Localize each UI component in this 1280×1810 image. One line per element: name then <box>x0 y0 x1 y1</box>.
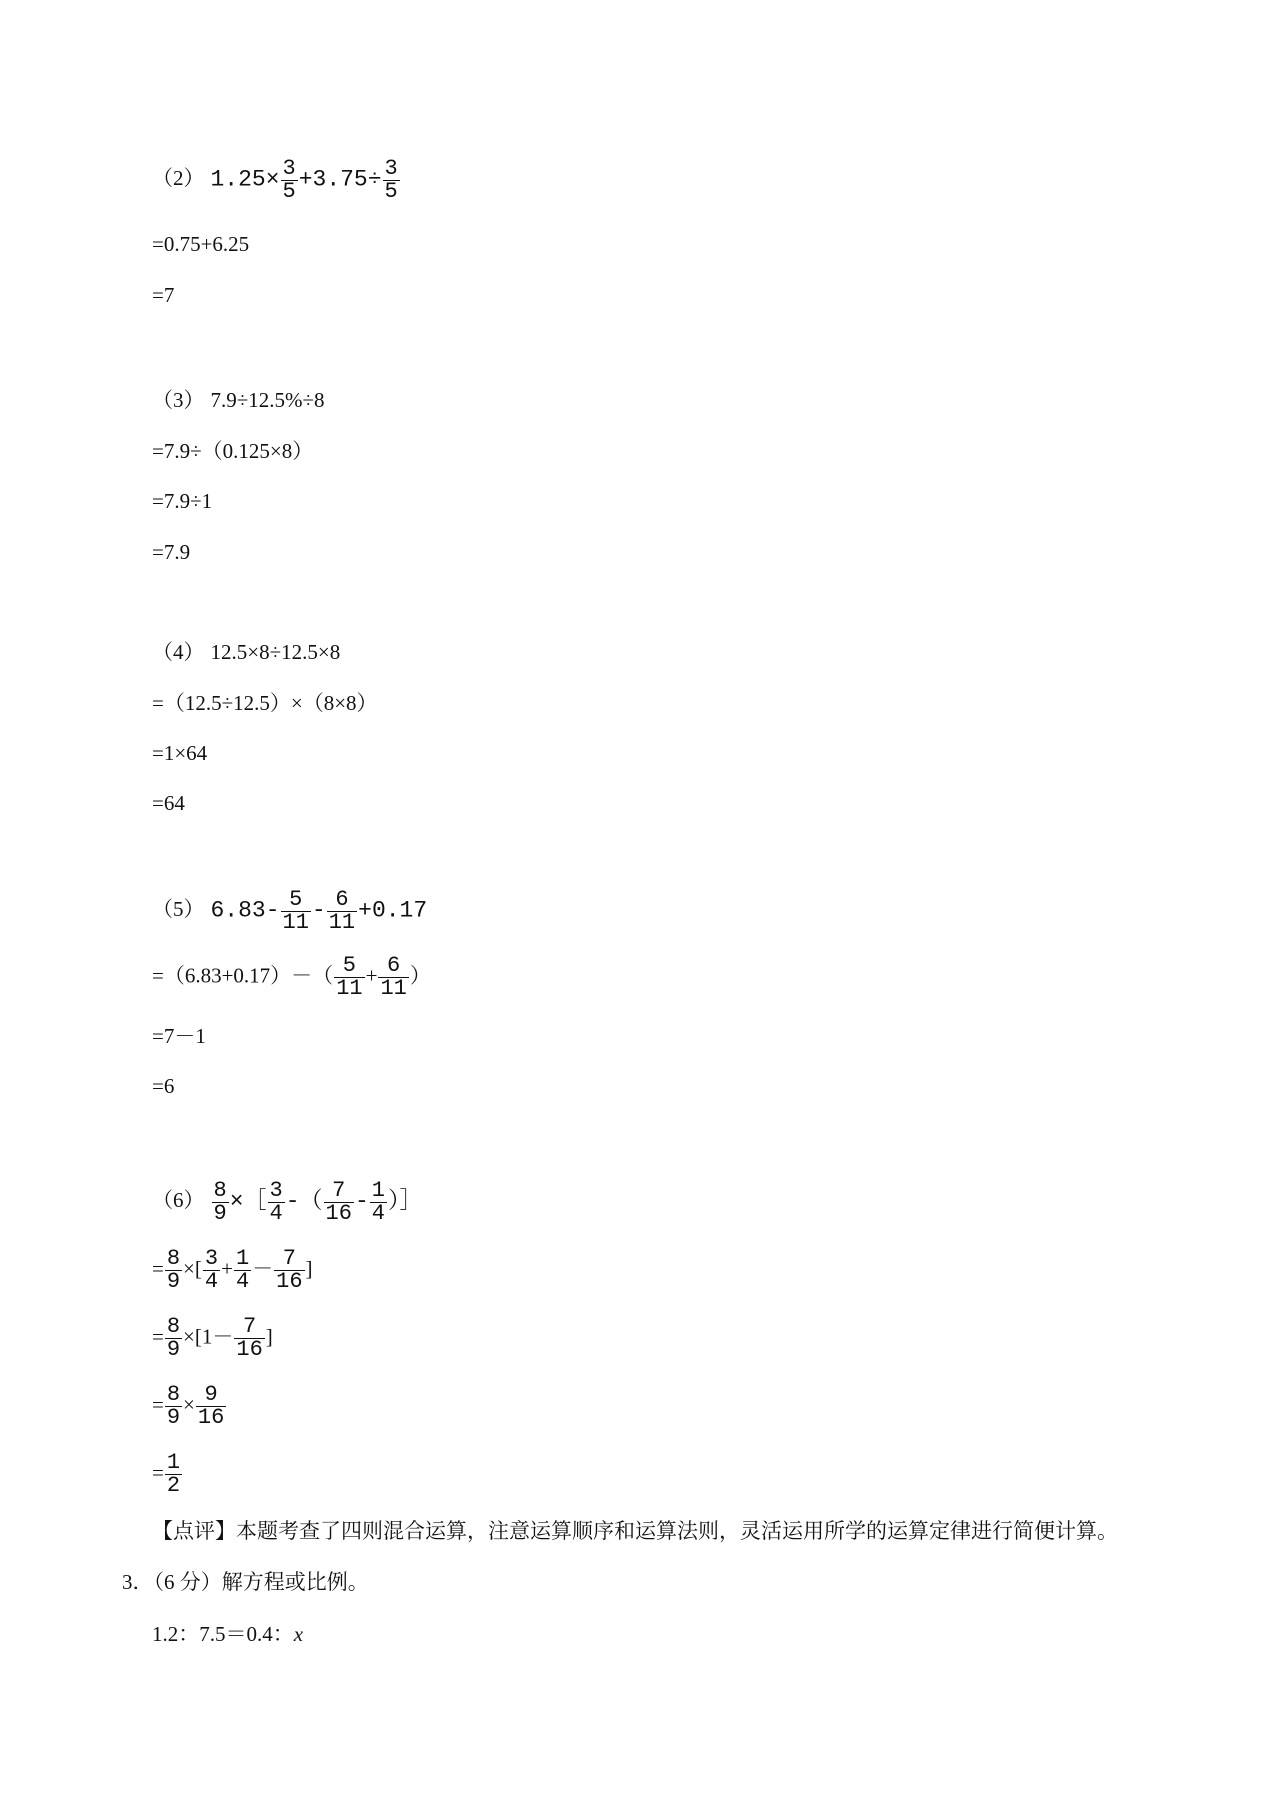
step-line: =7.9÷（0.125×8） <box>152 439 314 463</box>
step-line: =7.9 <box>152 540 191 564</box>
fraction: $\frac{7}{16}$ <box>325 1178 352 1226</box>
operator: ] <box>305 1256 313 1281</box>
problem-4-expression <box>152 638 340 666</box>
fraction: $\frac{3}{5}$ <box>282 156 296 204</box>
expr-part: 12.5×8÷12.5×8 <box>210 640 341 664</box>
fraction: $\frac{8}{9}$ <box>166 1314 181 1362</box>
step-line: =7 <box>152 283 175 307</box>
operator: + <box>221 1256 233 1281</box>
expr-part: +0.17 <box>358 897 428 924</box>
step-line: =64 <box>152 791 185 815</box>
fraction: $\frac{6}{11}$ <box>380 953 407 1001</box>
step-line <box>152 955 431 1000</box>
fraction: $\frac{5}{11}$ <box>282 887 309 935</box>
fraction: $\frac{7}{16}$ <box>276 1246 303 1294</box>
problem-5-expression <box>152 889 427 934</box>
step-line <box>152 1316 273 1361</box>
fraction: $\frac{6}{11}$ <box>328 887 356 935</box>
step-line: =7.9÷1 <box>152 489 213 513</box>
fraction: $\frac{5}{11}$ <box>336 953 363 1001</box>
equals-sign: = <box>152 1460 164 1485</box>
step-line <box>152 1452 183 1497</box>
proportion-equation <box>152 1620 303 1648</box>
step-line: =（12.5÷12.5）×（8×8） <box>152 691 378 715</box>
operator: -（ <box>285 1188 323 1215</box>
problem-6-expression <box>152 1180 422 1225</box>
expr-part: 6.83- <box>210 897 280 924</box>
step-line <box>152 1248 313 1293</box>
fraction: $\frac{1}{2}$ <box>166 1450 181 1498</box>
step-line: =1×64 <box>152 741 208 765</box>
expr-part: 1.25× <box>210 166 280 193</box>
operator: ×[ <box>183 1256 202 1281</box>
equals-sign: = <box>152 1392 164 1417</box>
problem-3-expression <box>152 386 325 414</box>
operator: × <box>183 1392 195 1417</box>
step-line: =6 <box>152 1074 175 1098</box>
problem-label: （6） <box>152 1188 205 1213</box>
problem-label: （3） <box>152 388 205 412</box>
review-comment: 【点评】本题考查了四则混合运算，注意运算顺序和运算法则，灵活运用所学的运算定律进行简便计算。 <box>152 1519 1118 1543</box>
operator: ×［ <box>229 1188 267 1215</box>
fraction: $\frac{3}{5}$ <box>384 156 398 204</box>
problem-label: （5） <box>152 897 205 922</box>
step-line <box>152 1384 227 1429</box>
fraction: $\frac{7}{16}$ <box>236 1314 263 1362</box>
expr-part: 1.2：7.5＝0.4： <box>152 1622 294 1646</box>
fraction: $\frac{8}{9}$ <box>166 1382 181 1430</box>
fraction: $\frac{3}{4}$ <box>269 1178 283 1226</box>
operator: + <box>365 963 378 988</box>
fraction: $\frac{1}{4}$ <box>235 1246 250 1294</box>
problem-label: （2） <box>152 166 205 191</box>
question-3-title: 3．（6 分）解方程或比例。 <box>122 1570 369 1594</box>
step-line: =7－1 <box>152 1024 206 1048</box>
problem-2-expression <box>152 158 401 203</box>
operator: ）］ <box>387 1188 423 1215</box>
fraction: $\frac{9}{16}$ <box>197 1382 225 1430</box>
expr-part: ） <box>409 963 431 988</box>
fraction: $\frac{1}{4}$ <box>371 1178 385 1226</box>
problem-label: （4） <box>152 640 205 664</box>
operator: ×[1－ <box>183 1324 234 1349</box>
expr-part: 7.9÷12.5%÷8 <box>210 388 325 412</box>
equals-sign: = <box>152 1256 164 1281</box>
operator: ] <box>265 1324 273 1349</box>
expr-part: +3.75÷ <box>298 166 382 193</box>
operator: － <box>252 1256 274 1281</box>
operator: - <box>354 1188 369 1215</box>
equals-sign: = <box>152 1324 164 1349</box>
expr-part: =（6.83+0.17）－（ <box>152 963 334 988</box>
operator: - <box>311 897 326 924</box>
fraction: $\frac{3}{4}$ <box>204 1246 219 1294</box>
fraction: $\frac{8}{9}$ <box>213 1178 227 1226</box>
step-line: =0.75+6.25 <box>152 232 250 256</box>
variable: x <box>293 1622 304 1646</box>
fraction: $\frac{8}{9}$ <box>166 1246 181 1294</box>
